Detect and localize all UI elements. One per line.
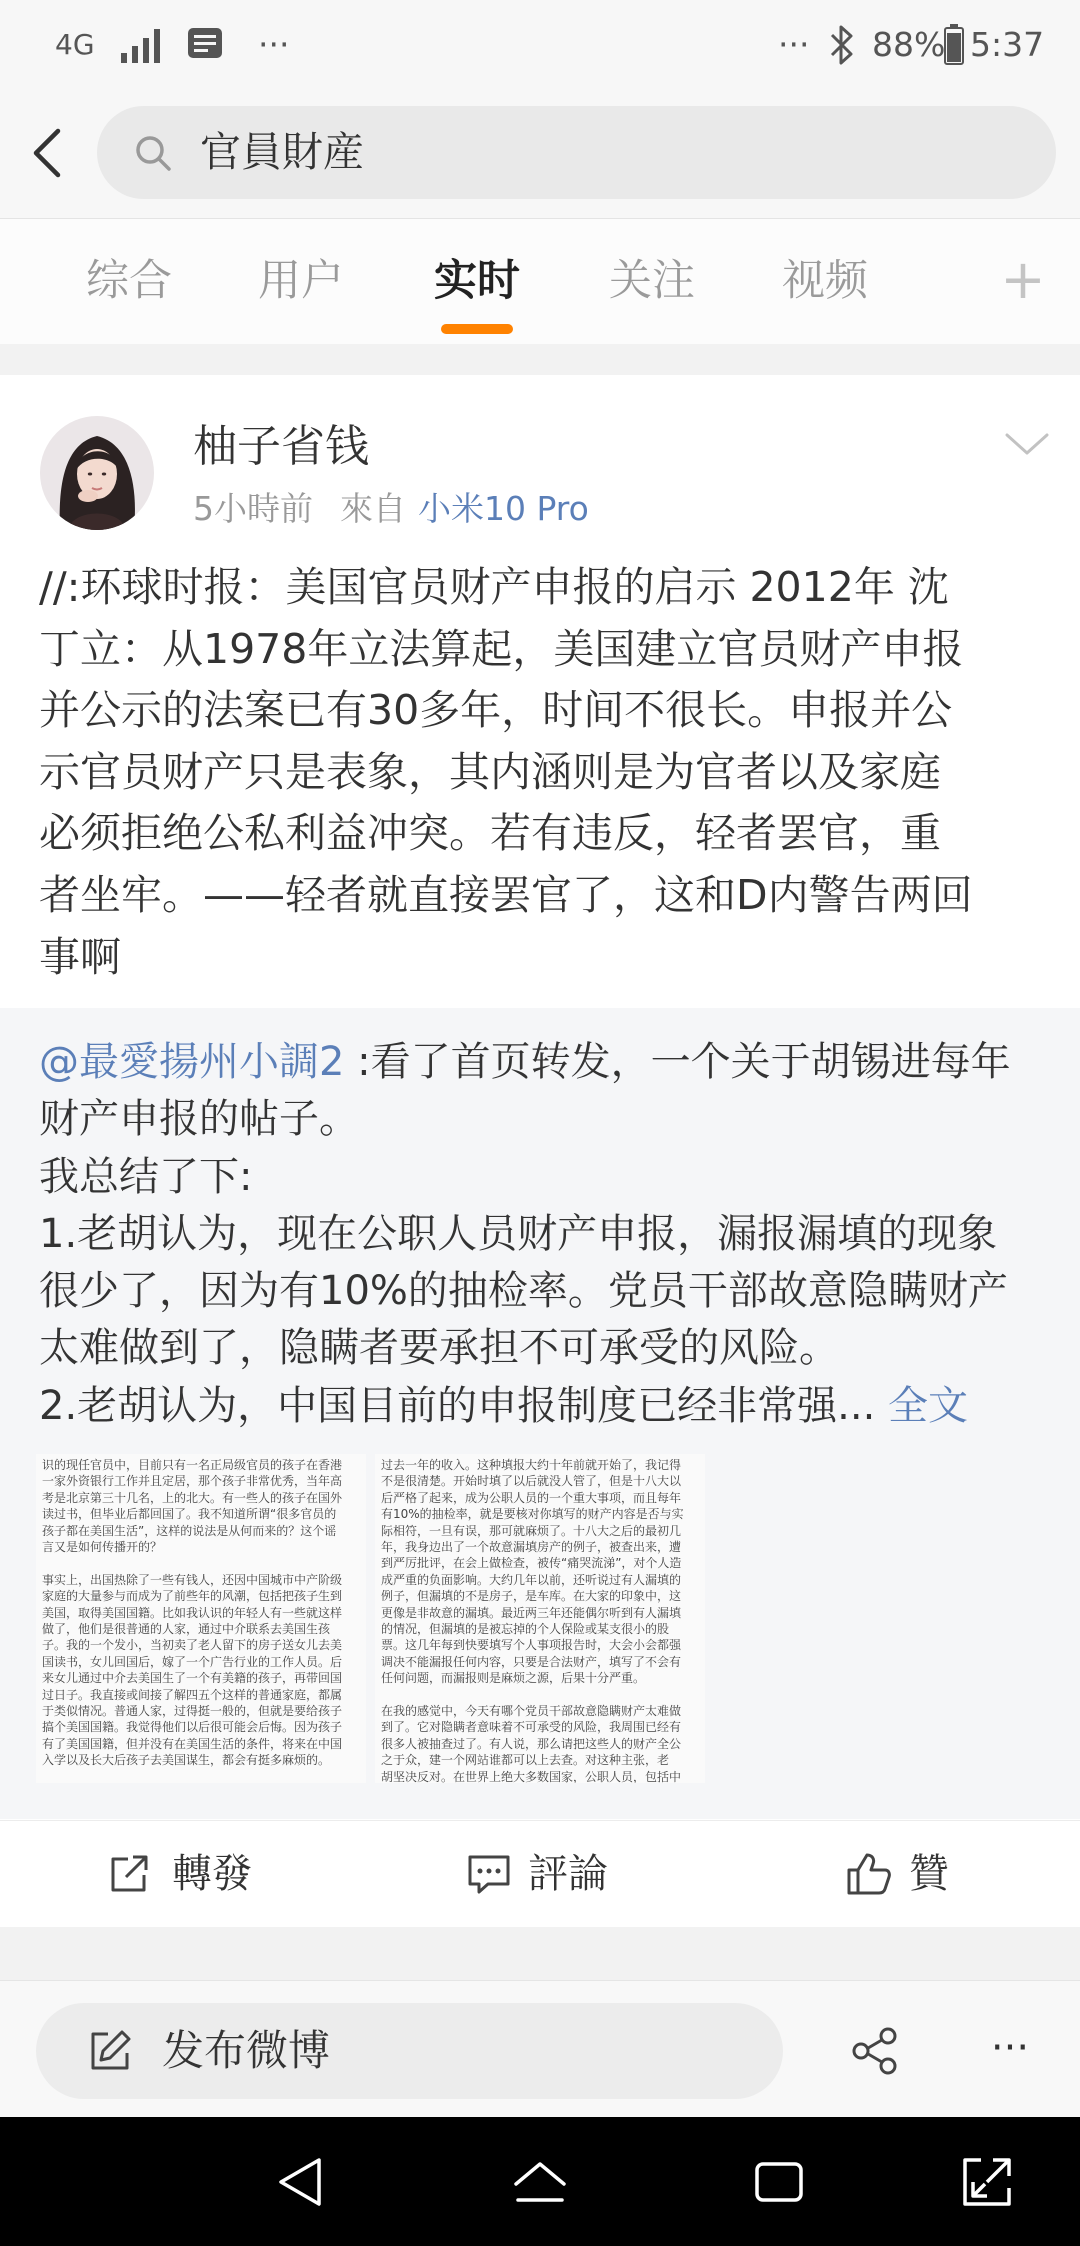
tab-realtime[interactable]: 实时 — [417, 219, 537, 345]
more-options-button[interactable]: ··· — [990, 2025, 1030, 2071]
share-icon[interactable] — [849, 2025, 901, 2077]
repost-button[interactable] — [100, 1821, 260, 1927]
retweet-image-2[interactable] — [375, 1454, 705, 1783]
status-bar — [0, 0, 1080, 89]
tab-following[interactable]: 关注 — [609, 256, 695, 306]
post-text-line: //:环球时报：美国官员财产申报的启示 2012年 沈 — [39, 563, 949, 611]
edit-icon — [88, 2029, 132, 2073]
image-text-line: 更像是非故意的漏填。最近两三年还能偶尔听到有人漏填 — [381, 1605, 682, 1620]
image-text-line: 于类似情况。普通人家，过得挺一般的，但就是要给孩子 — [42, 1704, 343, 1719]
image-text-line: 美国，取得美国国籍。比如我认识的年轻人有一些就这样 — [42, 1605, 343, 1620]
retweet-text-line: 财产申报的帖子。 — [39, 1096, 359, 1143]
comment-icon — [466, 1851, 512, 1897]
image-text-line: 成严重的负面影响。大约几年以前，还听说过有人漏填的 — [381, 1572, 682, 1587]
like-button[interactable] — [843, 1821, 963, 1927]
image-text-paragraph — [381, 1457, 699, 1687]
repost-label: 轉發 — [172, 1851, 252, 1897]
bluetooth-icon — [828, 22, 856, 68]
retweet-text-line — [39, 1378, 1059, 1435]
message-icon — [186, 25, 224, 63]
back-arrow-icon[interactable] — [22, 119, 72, 187]
image-text-line: 国读书，女儿回国后，嫁了一个广告行业的工作人员。后 — [42, 1654, 343, 1669]
post-source[interactable]: 小米10 Pro — [418, 489, 589, 528]
post-text-line: 丁立：从1978年立法算起，美国建立官员财产申报 — [39, 624, 964, 673]
image-text-line: 家庭的大量参与而成为了前些年的风潮，包括把孩子生到 — [42, 1589, 343, 1604]
image-text-line: 考是北京第三十几名，上的北大。有一些人的孩子在国外 — [42, 1490, 343, 1505]
retweet-text — [39, 1034, 1059, 1439]
tab-video[interactable]: 视频 — [782, 256, 868, 306]
tab-comprehensive[interactable]: 综合 — [86, 256, 172, 306]
nav-expand-icon[interactable] — [955, 2150, 1019, 2214]
retweet-box[interactable] — [0, 1008, 1080, 1819]
nav-back-icon[interactable] — [269, 2150, 333, 2214]
retweet-first-line: :看了首页转发，一个关于胡锡进每年 — [344, 1039, 1011, 1085]
post-time: 5小時前 — [193, 489, 313, 528]
image-text-line: 到严厉批评，在会上做检查，被传“痛哭流涕”，对个人造 — [381, 1556, 682, 1571]
image-text-line: 有了美国国籍，但并没有在美国生活的条件，将来在中国 — [42, 1736, 343, 1751]
battery-percent: 88% — [872, 25, 946, 64]
retweet-text-line: 很少了，因为有10%的抽检率。党员干部故意隐瞒财产 — [39, 1268, 1008, 1315]
image-text-paragraph — [42, 1572, 360, 1769]
image-text-line: 做了，他们是很普通的人家，通过中介联系去美国生孩 — [42, 1622, 331, 1637]
system-nav-bar — [0, 2117, 1080, 2246]
avatar[interactable] — [40, 416, 154, 530]
add-tab-button[interactable]: + — [1000, 248, 1046, 311]
image-text-line: 有10%的抽检率，就是要核对你填写的财产内容是否与实 — [381, 1507, 684, 1522]
search-query: 官員財産 — [200, 128, 364, 176]
signal-icon — [120, 27, 162, 63]
image-text-line: 任何问题，而漏报则是麻烦之源，后果十分严重。 — [381, 1671, 646, 1686]
image-text-line: 子。我的一个发小，当初卖了老人留下的房子送女儿去美 — [42, 1638, 343, 1653]
chevron-down-icon[interactable] — [1001, 428, 1053, 460]
image-text-line: 在我的感觉中，今天有哪个党员干部故意隐瞒财产太难做 — [381, 1704, 682, 1719]
image-text-line: 孩子都在美国生活”，这样的说法是从何而来的？这个谣 — [42, 1523, 337, 1538]
retweet-text-line: 1.老胡认为，现在公职人员财产申报，漏报漏填的现象 — [39, 1210, 998, 1257]
image-text-line: 来女儿通过中介去美国生了一个有美籍的孩子，再带回国 — [42, 1671, 343, 1686]
retweet-user-link[interactable]: @最愛揚州小調2 — [39, 1039, 345, 1085]
image-text-line: 的情况，但漏填的是被忘掉的个人保险或某支很小的股 — [381, 1622, 670, 1637]
post-text — [39, 557, 1049, 997]
search-icon — [133, 133, 173, 173]
retweet-text-line: 太难做到了，隐瞒者要承担不可承受的风险。 — [39, 1325, 839, 1372]
image-text-line: 过日子。我直接或间接了解四五个这样的普通家庭，都属 — [42, 1687, 343, 1702]
image-text-line: 识的现任官员中，目前只有一名正局级官员的孩子在香港 — [42, 1458, 343, 1472]
image-text-line: 搞个美国国籍。我觉得他们以后很可能会后悔。因为孩子 — [42, 1720, 343, 1735]
image-text-line: 例子，但漏填的不是房子，是车库。在大家的印象中，这 — [381, 1589, 682, 1604]
image-text-line: 不是很清楚。开始时填了以后就没人管了，但是十八大以 — [381, 1474, 682, 1489]
retweet-image-1[interactable] — [36, 1454, 366, 1783]
post-text-line: 必须拒绝公私利益冲突。若有违反，轻者罢官，重 — [39, 809, 941, 858]
image-text-line: 言又是如何传播开的？ — [42, 1540, 163, 1555]
battery-icon — [943, 23, 965, 65]
image-text-line: 际相符，一旦有误，那可就麻烦了。十八大之后的最初几 — [381, 1523, 682, 1538]
image-text-line: 年，我身边出了一个故意漏填房产的例子，被查出来，遭 — [381, 1540, 682, 1555]
repost-icon — [106, 1851, 152, 1897]
image-text-line: 票。这几年每到快要填写个人事项报告时，大会小会都强 — [381, 1638, 682, 1653]
image-text-line: 读过书，但毕业后都回国了。我不知道所谓“很多官员的 — [42, 1507, 337, 1522]
notification-more: ··· — [258, 25, 290, 64]
source-prefix: 來自 — [340, 489, 406, 528]
image-text-line: 后严格了起来，成为公职人员的一个重大事项，而且每年 — [381, 1490, 682, 1505]
like-icon — [845, 1851, 893, 1897]
retweet-text-line: 我总结了下: — [39, 1153, 253, 1200]
nav-home-icon[interactable] — [508, 2150, 572, 2214]
avatar-image — [40, 416, 154, 530]
post-text-line: 示官员财产只是表象，其内涵则是为官者以及家庭 — [39, 747, 941, 796]
comment-button[interactable] — [462, 1821, 622, 1927]
search-header — [0, 89, 1080, 218]
clock: 5:37 — [970, 25, 1045, 64]
image-text-line: 事实上，出国热除了一些有钱人，还因中国城市中产阶级 — [42, 1572, 343, 1587]
full-text-link[interactable]: 全文 — [888, 1382, 969, 1429]
tab-users[interactable]: 用户 — [258, 256, 344, 306]
post-card[interactable] — [0, 375, 1080, 1927]
image-text-line: 入学以及长大后孩子去美国谋生，都会有挺多麻烦的。 — [42, 1753, 331, 1768]
image-text-line: 一家外资银行工作并且定居，那个孩子非常优秀，当年高 — [42, 1474, 343, 1489]
image-text-line: 胡坚决反对。在世界上绝大多数国家，公职人员，包括中 — [381, 1769, 682, 1783]
post-text-line: 并公示的法案已有30多年，时间不很长。申报并公 — [39, 686, 953, 735]
image-text-line: 到了。它对隐瞒者意味着不可承受的风险，我周围已经有 — [381, 1720, 682, 1735]
post-text-line: 者坐牢。——轻者就直接罢官了，这和D内警告两回 — [39, 870, 973, 919]
comment-label: 評論 — [528, 1851, 608, 1897]
compose-bar — [0, 1980, 1080, 2117]
image-text-paragraph — [381, 1703, 699, 1783]
network-indicator: 4G — [55, 28, 95, 61]
image-text-line: 很多人被抽查过了。有人说，那么请把这些人的财产全公 — [381, 1736, 682, 1751]
nav-recents-icon[interactable] — [747, 2150, 811, 2214]
status-more: ··· — [778, 25, 810, 64]
search-input[interactable] — [97, 106, 1056, 199]
image-text-line: 之于众，建一个网站谁都可以上去查。对这种主张，老 — [381, 1753, 670, 1768]
image-text-line: 调决不能漏报任何内容，只要是合法财产，填写了不会有 — [381, 1654, 682, 1669]
retweet-text-line — [39, 1034, 1059, 1091]
like-label: 贊 — [909, 1851, 949, 1897]
image-text-line: 过去一年的收入。这种填报大约十年前就开始了，我记得 — [381, 1458, 682, 1472]
post-actions — [0, 1820, 1080, 1927]
search-tabs — [0, 218, 1080, 344]
compose-label: 发布微博 — [162, 2026, 331, 2075]
post-meta — [193, 488, 589, 530]
compose-button[interactable] — [36, 2003, 783, 2099]
author-name[interactable]: 柚子省钱 — [193, 421, 369, 472]
retweet-last-line: 2.老胡认为，中国目前的申报制度已经非常强... — [39, 1382, 876, 1429]
post-text-line: 事啊 — [39, 932, 121, 981]
image-text-paragraph — [42, 1457, 360, 1555]
